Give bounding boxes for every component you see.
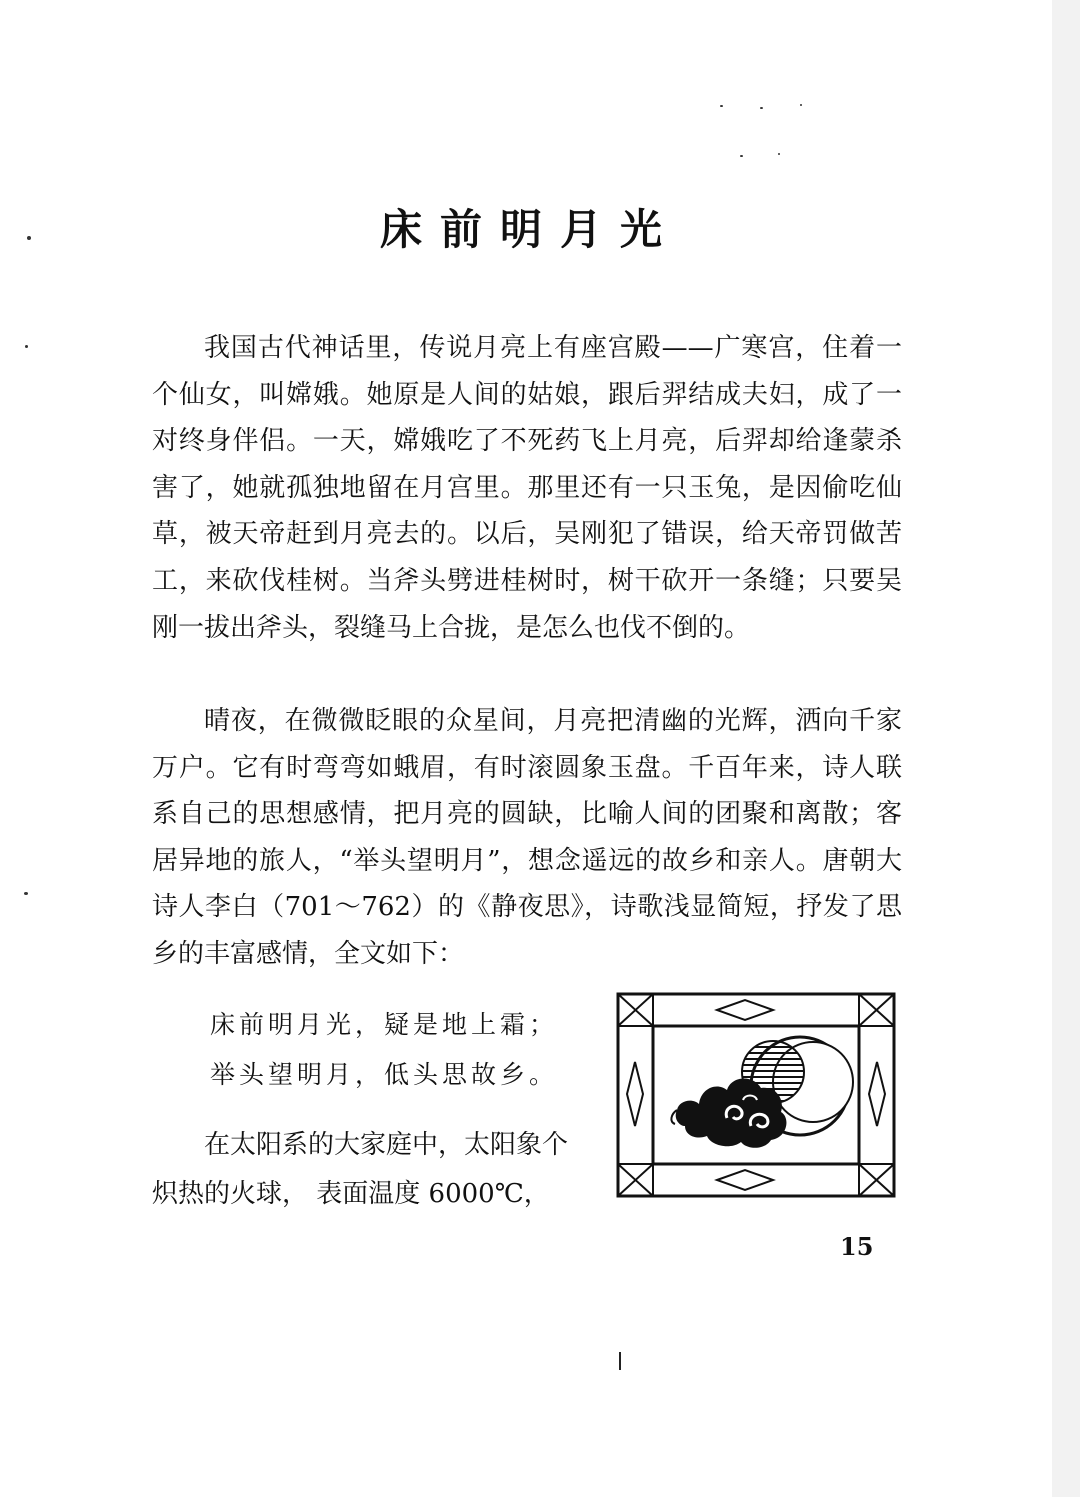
scan-speck — [740, 155, 743, 157]
scan-speck — [24, 892, 28, 895]
paragraph-2: 晴夜，在微微眨眼的众星间，月亮把清幽的光辉，洒向千家万户。它有时弯弯如蛾眉，有时滚圆象玉盘。千百年来，诗人联系自己的思想感情，把月亮的圆缺，比喻人间的团聚和离散；客居异地的旅人，“举头望明月”，想念遥远的故乡和亲人。唐朝大诗人李白（701～762）的《静夜思》，诗歌浅显简短，抒发了思乡的丰富感情，全文如下： — [152, 706, 902, 969]
paragraph-3: 在太阳系的大家庭中，太阳象个炽热的火球， 表面温度 6000℃， — [152, 1130, 569, 1209]
poem — [210, 1000, 558, 1100]
moon-cloud-icon — [615, 990, 897, 1200]
scan-speck — [25, 345, 28, 348]
scan-speck — [720, 105, 723, 107]
scan-speck — [760, 107, 763, 109]
paragraph-1: 我国古代神话里，传说月亮上有座宫殿——广寒宫，住着一个仙女，叫嫦娥。她原是人间的姑娘，跟后羿结成夫妇，成了一对终身伴侣。一天，嫦娥吃了不死药飞上月亮，后羿却给逢蒙杀害了，她就孤独地留在月宫里。那里还有一只玉兔，是因偷吃仙草，被天帝赶到月亮去的。以后，吴刚犯了错误，给天帝罚做苦工，来砍伐桂树。当斧头劈进桂树时，树干砍开一条缝；只要吴刚一拔出斧头，裂缝马上合拢，是怎么也伐不倒的。 — [152, 333, 902, 643]
page-number: 15 — [840, 1232, 874, 1261]
gutter-mark — [619, 1352, 621, 1370]
page-title: 床前明月光 — [379, 205, 680, 254]
scan-speck — [800, 104, 802, 106]
poem-line: 举头望明月，低头思故乡。 — [210, 1060, 559, 1089]
scan-speck — [778, 153, 780, 155]
poem-line: 床前明月光，疑是地上霜； — [210, 1010, 559, 1039]
